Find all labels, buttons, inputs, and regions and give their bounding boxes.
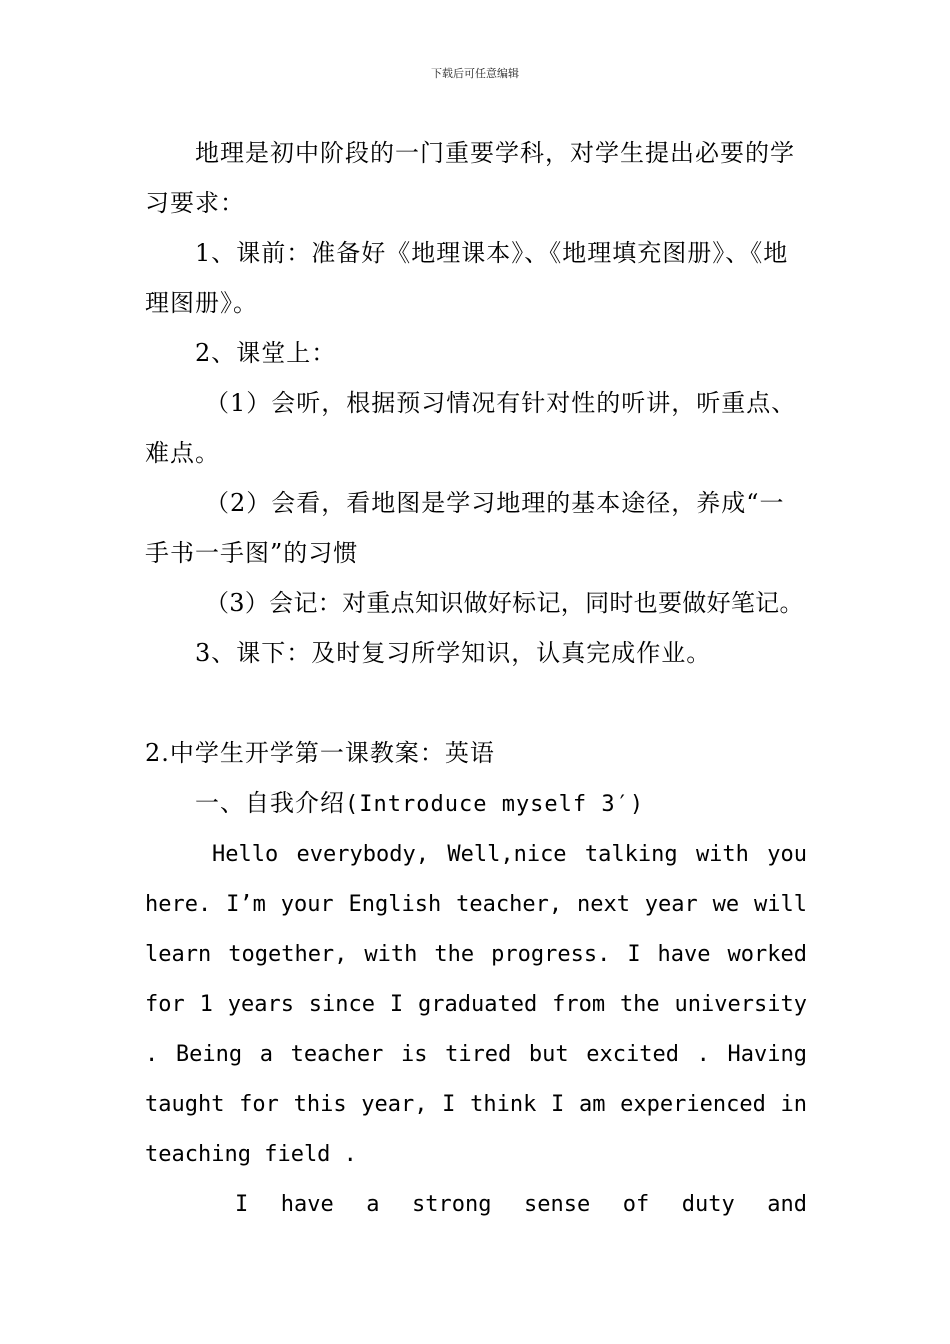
- subtitle-chinese: 一、自我介绍: [195, 789, 345, 817]
- requirement-look: （2）会看，看地图是学习地理的基本途径，养成“一手书一手图”的习惯: [145, 489, 785, 567]
- english-paragraph-duty: I have a strong sense of duty and: [235, 1192, 807, 1217]
- intro-paragraph: 地理是初中阶段的一门重要学科，对学生提出必要的学习要求：: [145, 139, 795, 217]
- requirement-note: （3）会记：对重点知识做好标记，同时也要做好笔记。: [205, 589, 804, 617]
- section-spacer: [145, 678, 807, 728]
- document-body: [145, 128, 807, 1230]
- requirement-after-class: 3、课下：及时复习所学知识，认真完成作业。: [195, 639, 712, 667]
- english-paragraph-intro: Hello everybody, Well,nice talking with you here. I’m your English teacher, next year we will learn together, with the progress. I have worked for 1 years since I graduated from the university . Being a teacher is tired but excited . Having taught for this year, I think I am experienced in teaching field .: [145, 842, 807, 1167]
- subtitle-english: (Introduce myself 3′): [345, 792, 645, 817]
- section-subtitle: [145, 778, 807, 830]
- page-header: 下载后可任意编辑: [431, 67, 519, 80]
- requirement-in-class: 2、课堂上：: [195, 339, 337, 367]
- requirement-listen: （1）会听，根据预习情况有针对性的听讲，听重点、难点。: [145, 389, 797, 467]
- requirement-before-class: 1、课前：准备好《地理课本》、《地理填充图册》、《地理图册》。: [145, 239, 789, 317]
- section-title: 2.中学生开学第一课教案：英语: [145, 739, 495, 767]
